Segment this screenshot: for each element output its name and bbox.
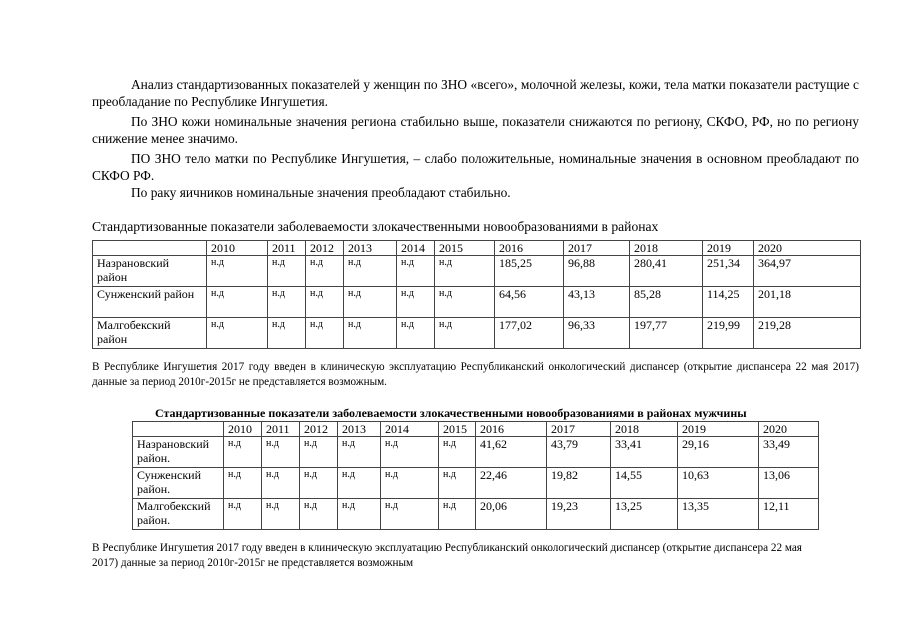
table-cell: 219,28 xyxy=(754,318,861,349)
district-name: Малгобекский район xyxy=(93,318,207,349)
table-cell: н.д xyxy=(306,256,344,287)
table-cell: н.д xyxy=(439,499,476,530)
table-cell: 280,41 xyxy=(630,256,703,287)
table-cell: н.д xyxy=(224,499,262,530)
year-header: 2017 xyxy=(547,422,611,437)
table-districts-total xyxy=(92,240,861,349)
year-header: 2012 xyxy=(300,422,338,437)
year-header: 2018 xyxy=(611,422,678,437)
table-row xyxy=(93,287,861,318)
year-header: 2011 xyxy=(262,422,300,437)
table-cell: н.д xyxy=(435,287,495,318)
table-cell: 364,97 xyxy=(754,256,861,287)
table-cell: н.д xyxy=(381,468,439,499)
table-row xyxy=(133,499,819,530)
table-cell: н.д xyxy=(207,287,268,318)
paragraph-4: По раку яичников номинальные значения преобладают стабильно. xyxy=(131,185,511,200)
table-cell: н.д xyxy=(300,437,338,468)
table-cell: 33,49 xyxy=(759,437,819,468)
table-cell: н.д xyxy=(381,499,439,530)
table-cell: 219,99 xyxy=(703,318,754,349)
table-cell: н.д xyxy=(439,437,476,468)
table-cell: н.д xyxy=(207,256,268,287)
table-cell: н.д xyxy=(224,468,262,499)
table-cell: н.д xyxy=(262,499,300,530)
table-cell: 201,18 xyxy=(754,287,861,318)
table-cell: 19,82 xyxy=(547,468,611,499)
year-header: 2019 xyxy=(703,241,754,256)
district-name: Малгобекский район. xyxy=(133,499,224,530)
table-cell: н.д xyxy=(344,287,397,318)
table-cell: 13,35 xyxy=(678,499,759,530)
year-header: 2014 xyxy=(381,422,439,437)
table-cell: н.д xyxy=(338,437,381,468)
table-cell: н.д xyxy=(381,437,439,468)
table-cell: 64,56 xyxy=(495,287,564,318)
district-name: Назрановский район xyxy=(93,256,207,287)
paragraph-3: ПО ЗНО тело матки по Республике Ингушетия, – слабо положительные, номинальные значения в основном преобладают по СКФО РФ. xyxy=(92,151,859,183)
table-cell: 43,79 xyxy=(547,437,611,468)
year-header: 2013 xyxy=(344,241,397,256)
year-header: 2019 xyxy=(678,422,759,437)
year-header: 2015 xyxy=(439,422,476,437)
table-cell: н.д xyxy=(300,468,338,499)
district-name: Сунженский район. xyxy=(133,468,224,499)
table-cell: 33,41 xyxy=(611,437,678,468)
table-cell: 10,63 xyxy=(678,468,759,499)
header-corner xyxy=(133,422,224,437)
table-cell: 13,06 xyxy=(759,468,819,499)
table-cell: н.д xyxy=(268,287,306,318)
table-cell: 96,88 xyxy=(564,256,630,287)
table-cell: 41,62 xyxy=(476,437,547,468)
district-name: Назрановский район. xyxy=(133,437,224,468)
table-cell: 251,34 xyxy=(703,256,754,287)
paragraph-2: По ЗНО кожи номинальные значения региона стабильно выше, показатели снижаются по региону, СКФО, РФ, но по региону снижение менее значимо. xyxy=(92,114,859,146)
table-cell: н.д xyxy=(300,499,338,530)
table-cell: н.д xyxy=(338,499,381,530)
table-cell: н.д xyxy=(207,318,268,349)
year-header: 2014 xyxy=(397,241,435,256)
year-header: 2018 xyxy=(630,241,703,256)
table-cell: 96,33 xyxy=(564,318,630,349)
table-cell: 20,06 xyxy=(476,499,547,530)
year-header: 2016 xyxy=(476,422,547,437)
district-name: Сунженский район xyxy=(93,287,207,318)
year-header: 2020 xyxy=(754,241,861,256)
table-cell: 197,77 xyxy=(630,318,703,349)
table-cell: н.д xyxy=(397,256,435,287)
table-cell: н.д xyxy=(262,468,300,499)
note-2: В Республике Ингушетия 2017 году введен в клиническую эксплуатацию Республиканский онкологический диспансер (открытие диспансера 22 мая 2017) данные за период 2010г-2015г не представляется возможным xyxy=(92,542,802,569)
table-cell: 12,11 xyxy=(759,499,819,530)
table-districts-men xyxy=(132,421,819,530)
table1-caption: Стандартизованные показатели заболеваемости злокачественными новообразованиями в районах xyxy=(92,219,659,234)
table-cell: н.д xyxy=(435,318,495,349)
table-cell: н.д xyxy=(268,256,306,287)
table-cell: 177,02 xyxy=(495,318,564,349)
paragraph-1: Анализ стандартизованных показателей у женщин по ЗНО «всего», молочной железы, кожи, тела матки показатели растущие с преобладание по Республике Ингушетия. xyxy=(92,77,859,109)
table-cell: н.д xyxy=(344,318,397,349)
table2-caption: Стандартизованные показатели заболеваемости злокачественными новообразованиями в районах мужчины xyxy=(155,406,747,420)
table-cell: н.д xyxy=(224,437,262,468)
table-cell: 22,46 xyxy=(476,468,547,499)
year-header: 2017 xyxy=(564,241,630,256)
year-header: 2011 xyxy=(268,241,306,256)
table-cell: 185,25 xyxy=(495,256,564,287)
table-cell: н.д xyxy=(397,287,435,318)
table-cell: н.д xyxy=(397,318,435,349)
note-1: В Республике Ингушетия 2017 году введен в клиническую эксплуатацию Республиканский онкологический диспансер (открытие диспансера 22 мая 2017) данные за период 2010г-2015г не представляется возможным. xyxy=(92,361,859,388)
table-header-row xyxy=(93,241,861,256)
table-cell: 13,25 xyxy=(611,499,678,530)
table-row xyxy=(93,318,861,349)
year-header: 2015 xyxy=(435,241,495,256)
table-cell: 19,23 xyxy=(547,499,611,530)
table-cell: 114,25 xyxy=(703,287,754,318)
year-header: 2016 xyxy=(495,241,564,256)
table-cell: 85,28 xyxy=(630,287,703,318)
table-cell: н.д xyxy=(262,437,300,468)
year-header: 2020 xyxy=(759,422,819,437)
table-row xyxy=(133,437,819,468)
table-cell: 43,13 xyxy=(564,287,630,318)
table-cell: н.д xyxy=(306,287,344,318)
table-cell: н.д xyxy=(306,318,344,349)
table-row xyxy=(93,256,861,287)
year-header: 2013 xyxy=(338,422,381,437)
table-cell: 14,55 xyxy=(611,468,678,499)
table-header-row xyxy=(133,422,819,437)
table-cell: н.д xyxy=(344,256,397,287)
table-cell: н.д xyxy=(439,468,476,499)
year-header: 2012 xyxy=(306,241,344,256)
table-cell: н.д xyxy=(268,318,306,349)
header-corner xyxy=(93,241,207,256)
table-cell: н.д xyxy=(338,468,381,499)
table-cell: н.д xyxy=(435,256,495,287)
year-header: 2010 xyxy=(207,241,268,256)
table-cell: 29,16 xyxy=(678,437,759,468)
year-header: 2010 xyxy=(224,422,262,437)
table-row xyxy=(133,468,819,499)
